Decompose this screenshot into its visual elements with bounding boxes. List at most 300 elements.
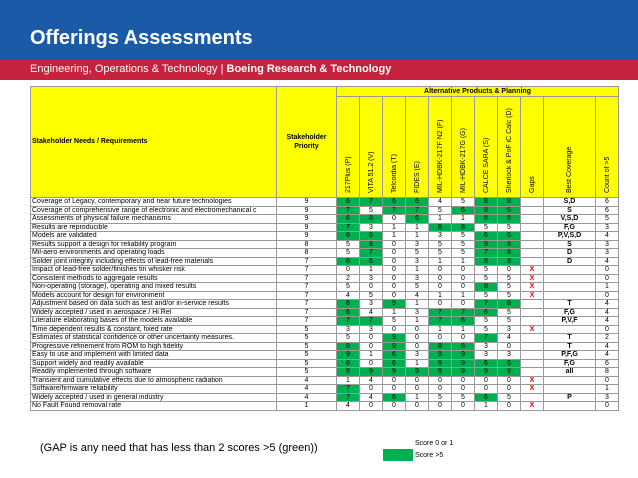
score-cell: 4: [337, 402, 360, 411]
priority-cell: 1: [277, 402, 337, 411]
score-cell: 0: [383, 215, 406, 224]
score-cell: 0: [498, 385, 521, 394]
score-cell: 5: [452, 240, 475, 249]
score-cell: 0: [360, 283, 383, 292]
column-header-label: VITA 51.2 (V): [367, 151, 375, 193]
score-cell: 3: [406, 308, 429, 317]
gap-cell: [521, 317, 544, 326]
score-cell: 9: [406, 368, 429, 377]
score-cell: 3: [337, 325, 360, 334]
score-cell: 5: [406, 283, 429, 292]
count-cell: 0: [596, 291, 619, 300]
count-cell: 3: [596, 249, 619, 258]
score-cell: 5: [498, 274, 521, 283]
score-cell: 5: [452, 198, 475, 207]
legend-item: [383, 437, 453, 449]
score-cell: 6: [383, 198, 406, 207]
score-cell: 6: [475, 359, 498, 368]
priority-cell: 9: [277, 215, 337, 224]
table-row: [31, 359, 619, 368]
best-coverage-cell: [544, 376, 596, 385]
score-cell: 0: [452, 385, 475, 394]
score-cell: 7: [475, 300, 498, 309]
table-row: [31, 385, 619, 394]
best-coverage-cell: S: [544, 206, 596, 215]
score-cell: 0: [406, 385, 429, 394]
score-cell: 9: [337, 368, 360, 377]
column-header: [452, 97, 475, 198]
score-cell: 1: [475, 402, 498, 411]
count-cell: 2: [596, 334, 619, 343]
score-cell: 0: [498, 376, 521, 385]
column-header-label: MIL-HDBK-217F N2 (F): [436, 119, 444, 193]
priority-cell: 5: [277, 368, 337, 377]
score-cell: 3: [475, 351, 498, 360]
score-cell: 0: [429, 334, 452, 343]
priority-cell: 9: [277, 223, 337, 232]
score-cell: 6: [383, 359, 406, 368]
priority-cell: 5: [277, 342, 337, 351]
gap-cell: [521, 215, 544, 224]
score-cell: 8: [452, 342, 475, 351]
score-cell: 0: [406, 342, 429, 351]
best-coverage-cell: [544, 325, 596, 334]
gap-cell: [521, 342, 544, 351]
score-cell: 5: [452, 232, 475, 241]
table-row: [31, 283, 619, 292]
need-cell: Assessments of physical failure mechanisms: [31, 215, 277, 224]
score-cell: 9: [360, 368, 383, 377]
score-cell: 9: [498, 368, 521, 377]
column-header-label: Best Coverage: [566, 146, 573, 193]
score-cell: 9: [452, 359, 475, 368]
score-cell: 8: [475, 283, 498, 292]
best-coverage-cell: S: [544, 240, 596, 249]
need-cell: Models are validated: [31, 232, 277, 241]
score-cell: 5: [406, 249, 429, 258]
best-coverage-cell: T: [544, 300, 596, 309]
score-cell: 5: [498, 283, 521, 292]
score-cell: 1: [383, 223, 406, 232]
score-cell: 0: [406, 376, 429, 385]
score-cell: 6: [498, 232, 521, 241]
table-row: [31, 249, 619, 258]
score-cell: 7: [337, 223, 360, 232]
best-coverage-cell: P,V,F: [544, 317, 596, 326]
table-row: [31, 393, 619, 402]
column-header-label: MIL-HDBK-217G (G): [459, 128, 467, 193]
score-cell: 7: [337, 206, 360, 215]
assessment-table: [30, 86, 619, 411]
best-coverage-cell: D: [544, 257, 596, 266]
score-cell: 0: [429, 283, 452, 292]
score-cell: 0: [475, 376, 498, 385]
legend-swatch-white: [383, 437, 413, 449]
need-cell: Readily implemented through software: [31, 368, 277, 377]
gap-cell: [521, 240, 544, 249]
score-cell: 1: [406, 393, 429, 402]
score-cell: 7: [360, 317, 383, 326]
count-cell: 3: [596, 223, 619, 232]
priority-cell: 7: [277, 257, 337, 266]
score-cell: 8: [337, 300, 360, 309]
table-row: [31, 368, 619, 377]
column-header: [475, 97, 498, 198]
score-cell: 7: [429, 308, 452, 317]
column-header: [429, 97, 452, 198]
score-cell: 9: [383, 368, 406, 377]
count-cell: 4: [596, 232, 619, 241]
score-cell: 5: [429, 206, 452, 215]
need-cell: Software/firmware reliability: [31, 385, 277, 394]
score-cell: 5: [337, 283, 360, 292]
score-cell: 5: [475, 325, 498, 334]
score-cell: 1: [406, 317, 429, 326]
legend-label: Score 0 or 1: [415, 439, 454, 447]
gap-cell: [521, 198, 544, 207]
column-header-label: Telcordia (T): [390, 154, 398, 193]
count-cell: 0: [596, 274, 619, 283]
score-cell: 0: [383, 257, 406, 266]
score-cell: 0: [452, 283, 475, 292]
score-cell: 0: [452, 402, 475, 411]
best-coverage-cell: D: [544, 249, 596, 258]
count-cell: 0: [596, 266, 619, 275]
score-cell: 4: [498, 334, 521, 343]
score-cell: 7: [452, 308, 475, 317]
need-cell: No Fault Found removal rate: [31, 402, 277, 411]
table-row: [31, 308, 619, 317]
score-cell: 5: [429, 240, 452, 249]
column-header-label: Count of >5: [603, 156, 611, 193]
need-cell: Adjustment based on data such as test and/or in-service results: [31, 300, 277, 309]
count-cell: 0: [596, 376, 619, 385]
score-cell: 9: [498, 257, 521, 266]
gap-cell: X: [521, 274, 544, 283]
need-cell: Results are reproducible: [31, 223, 277, 232]
score-cell: 3: [429, 232, 452, 241]
score-cell: 0: [337, 266, 360, 275]
table-row: [31, 274, 619, 283]
count-cell: 4: [596, 317, 619, 326]
table-row: [31, 317, 619, 326]
gap-cell: X: [521, 291, 544, 300]
gap-cell: [521, 249, 544, 258]
score-cell: 8: [360, 240, 383, 249]
score-cell: 7: [337, 393, 360, 402]
count-cell: 3: [596, 240, 619, 249]
count-cell: 4: [596, 300, 619, 309]
legend-label: Score >5: [415, 451, 444, 459]
need-cell: Widely accepted / used in general industry: [31, 393, 277, 402]
score-cell: 8: [452, 223, 475, 232]
score-cell: 6: [475, 393, 498, 402]
score-cell: 1: [337, 376, 360, 385]
score-cell: 0: [383, 325, 406, 334]
gap-cell: [521, 308, 544, 317]
score-cell: 2: [337, 274, 360, 283]
count-cell: 0: [596, 325, 619, 334]
best-coverage-cell: P,F,G: [544, 351, 596, 360]
gap-cell: X: [521, 385, 544, 394]
gap-cell: X: [521, 325, 544, 334]
score-cell: 5: [429, 249, 452, 258]
score-cell: 6: [475, 308, 498, 317]
column-header-label: CALCE SARA (S): [482, 137, 490, 193]
score-cell: 0: [383, 283, 406, 292]
score-cell: 6: [452, 206, 475, 215]
score-cell: 1: [452, 325, 475, 334]
table-row: [31, 232, 619, 241]
score-cell: 5: [337, 240, 360, 249]
score-cell: 8: [360, 215, 383, 224]
score-cell: 9: [429, 351, 452, 360]
score-cell: 8: [337, 342, 360, 351]
score-cell: 6: [383, 393, 406, 402]
need-cell: Progressive refinement from ROM to high fidelity: [31, 342, 277, 351]
column-header: [498, 97, 521, 198]
column-header: [337, 97, 360, 198]
need-cell: Support widely and readily available: [31, 359, 277, 368]
score-cell: 6: [452, 317, 475, 326]
score-cell: 6: [337, 308, 360, 317]
score-cell: 0: [429, 274, 452, 283]
gap-cell: [521, 300, 544, 309]
score-cell: 6: [360, 257, 383, 266]
legend-item: [383, 449, 453, 461]
score-cell: 6: [337, 359, 360, 368]
gap-cell: [521, 232, 544, 241]
legend-swatch-green: [383, 449, 413, 461]
subtitle-unit: Boeing Research & Technology: [226, 63, 392, 75]
score-cell: 6: [337, 198, 360, 207]
table-row: [31, 291, 619, 300]
priority-cell: 7: [277, 317, 337, 326]
score-cell: 8: [429, 342, 452, 351]
group-header: Alternative Products & Planning: [337, 87, 619, 97]
gap-cell: X: [521, 376, 544, 385]
score-cell: 3: [360, 274, 383, 283]
column-header: [521, 97, 544, 198]
gap-cell: [521, 334, 544, 343]
table-row: [31, 402, 619, 411]
score-cell: 3: [360, 325, 383, 334]
column-header: [596, 97, 619, 198]
table-row: [31, 198, 619, 207]
score-cell: 1: [406, 359, 429, 368]
score-cell: 5: [498, 317, 521, 326]
priority-cell: 4: [277, 385, 337, 394]
score-cell: 7: [429, 317, 452, 326]
score-cell: 6: [498, 359, 521, 368]
column-header-label: Sherlock & PoF iC Calc (D): [505, 108, 513, 193]
score-cell: 0: [429, 402, 452, 411]
need-cell: Non-operating (storage), operating and mixed results: [31, 283, 277, 292]
best-coverage-cell: F,G: [544, 359, 596, 368]
score-cell: 8: [498, 198, 521, 207]
need-cell: Solder joint integrity including effects of lead-free materials: [31, 257, 277, 266]
best-coverage-cell: F,G: [544, 308, 596, 317]
score-cell: 1: [429, 291, 452, 300]
need-cell: Impact of lead-free solder/finishes tin whisker risk: [31, 266, 277, 275]
score-cell: 9: [475, 368, 498, 377]
need-cell: Consistent methods to aggregate results: [31, 274, 277, 283]
score-cell: 5: [452, 393, 475, 402]
score-cell: 5: [498, 291, 521, 300]
best-coverage-cell: V,S,D: [544, 215, 596, 224]
priority-cell: 8: [277, 249, 337, 258]
gap-cell: [521, 359, 544, 368]
score-cell: 0: [429, 300, 452, 309]
score-cell: 0: [406, 402, 429, 411]
need-cell: Mil-aero environments and operating loads: [31, 249, 277, 258]
count-cell: 6: [596, 359, 619, 368]
column-header-label: FIDES (E): [413, 161, 421, 193]
count-cell: 1: [596, 283, 619, 292]
score-cell: 8: [429, 223, 452, 232]
best-coverage-cell: all: [544, 368, 596, 377]
column-header-label: Gaps: [528, 176, 536, 193]
score-cell: 7: [360, 198, 383, 207]
score-cell: 5: [383, 317, 406, 326]
score-cell: 0: [452, 334, 475, 343]
best-coverage-cell: F,G: [544, 223, 596, 232]
best-coverage-cell: T: [544, 342, 596, 351]
best-coverage-cell: S,D: [544, 198, 596, 207]
score-cell: 5: [475, 317, 498, 326]
score-cell: 1: [383, 232, 406, 241]
score-cell: 5: [475, 266, 498, 275]
count-cell: 3: [596, 393, 619, 402]
score-cell: 3: [406, 351, 429, 360]
score-cell: 0: [475, 385, 498, 394]
need-cell: Models account for design for environment: [31, 291, 277, 300]
gap-cell: X: [521, 283, 544, 292]
score-cell: 5: [475, 274, 498, 283]
priority-cell: 7: [277, 300, 337, 309]
need-cell: Results support a design for reliability program: [31, 240, 277, 249]
assessment-table-wrap: [30, 86, 619, 411]
table-row: [31, 325, 619, 334]
score-cell: 1: [360, 266, 383, 275]
score-cell: 4: [360, 308, 383, 317]
score-cell: 3: [406, 240, 429, 249]
table-row: [31, 240, 619, 249]
score-cell: 0: [452, 274, 475, 283]
score-cell: 5: [429, 393, 452, 402]
priority-cell: 4: [277, 376, 337, 385]
score-cell: 7: [360, 249, 383, 258]
score-cell: 1: [406, 223, 429, 232]
count-cell: 4: [596, 257, 619, 266]
score-cell: 1: [452, 215, 475, 224]
need-cell: Literature elaborating bases of the models available: [31, 317, 277, 326]
score-cell: 0: [383, 385, 406, 394]
table-row: [31, 351, 619, 360]
need-cell: Easy to use and implement with limited data: [31, 351, 277, 360]
priority-cell: 7: [277, 291, 337, 300]
score-cell: 5: [498, 223, 521, 232]
column-header: [360, 97, 383, 198]
score-cell: 0: [498, 342, 521, 351]
table-row: [31, 300, 619, 309]
score-cell: 0: [383, 376, 406, 385]
score-cell: 5: [360, 206, 383, 215]
gap-cell: X: [521, 402, 544, 411]
score-cell: 0: [360, 334, 383, 343]
score-cell: 5: [475, 291, 498, 300]
score-cell: 0: [383, 240, 406, 249]
score-cell: 3: [498, 351, 521, 360]
need-column-header: Stakeholder Needs / Requirements: [31, 87, 277, 198]
score-cell: 6: [498, 206, 521, 215]
column-header-label: 217Plus (P): [344, 156, 352, 193]
score-cell: 6: [406, 215, 429, 224]
score-cell: 1: [360, 351, 383, 360]
score-cell: 4: [337, 291, 360, 300]
gap-cell: [521, 393, 544, 402]
score-cell: 6: [337, 215, 360, 224]
gap-cell: [521, 206, 544, 215]
score-cell: 1: [406, 232, 429, 241]
score-cell: 9: [452, 351, 475, 360]
score-cell: 5: [337, 334, 360, 343]
subtitle-bar: [0, 60, 638, 80]
score-cell: 1: [429, 215, 452, 224]
score-cell: 1: [406, 266, 429, 275]
score-cell: 7: [406, 206, 429, 215]
table-row: [31, 376, 619, 385]
priority-cell: 8: [277, 240, 337, 249]
score-cell: 6: [337, 257, 360, 266]
score-cell: 1: [452, 257, 475, 266]
score-cell: 7: [337, 385, 360, 394]
score-cell: 7: [337, 317, 360, 326]
gap-cell: X: [521, 266, 544, 275]
score-cell: 0: [406, 334, 429, 343]
score-cell: 0: [429, 376, 452, 385]
priority-cell: 5: [277, 359, 337, 368]
count-cell: 8: [596, 368, 619, 377]
score-cell: 0: [360, 402, 383, 411]
table-row: [31, 223, 619, 232]
priority-column-header: Stakeholder Priority: [277, 87, 337, 198]
count-cell: 6: [596, 206, 619, 215]
column-header: [383, 97, 406, 198]
subtitle: [30, 63, 391, 75]
score-cell: 8: [498, 215, 521, 224]
score-cell: 4: [360, 393, 383, 402]
score-cell: 0: [452, 266, 475, 275]
score-cell: 3: [475, 342, 498, 351]
score-cell: 8: [498, 300, 521, 309]
table-row: [31, 334, 619, 343]
score-cell: 3: [498, 325, 521, 334]
score-cell: 7: [475, 334, 498, 343]
score-cell: 0: [360, 342, 383, 351]
gap-cell: [521, 351, 544, 360]
need-cell: Widely accepted / used in aerospace / Hi Rel: [31, 308, 277, 317]
score-cell: 5: [475, 223, 498, 232]
table-row: [31, 266, 619, 275]
score-cell: 9: [383, 334, 406, 343]
count-cell: 4: [596, 351, 619, 360]
count-cell: 1: [596, 385, 619, 394]
table-row: [31, 206, 619, 215]
best-coverage-cell: [544, 283, 596, 292]
score-cell: 1: [429, 325, 452, 334]
score-cell: 9: [383, 300, 406, 309]
